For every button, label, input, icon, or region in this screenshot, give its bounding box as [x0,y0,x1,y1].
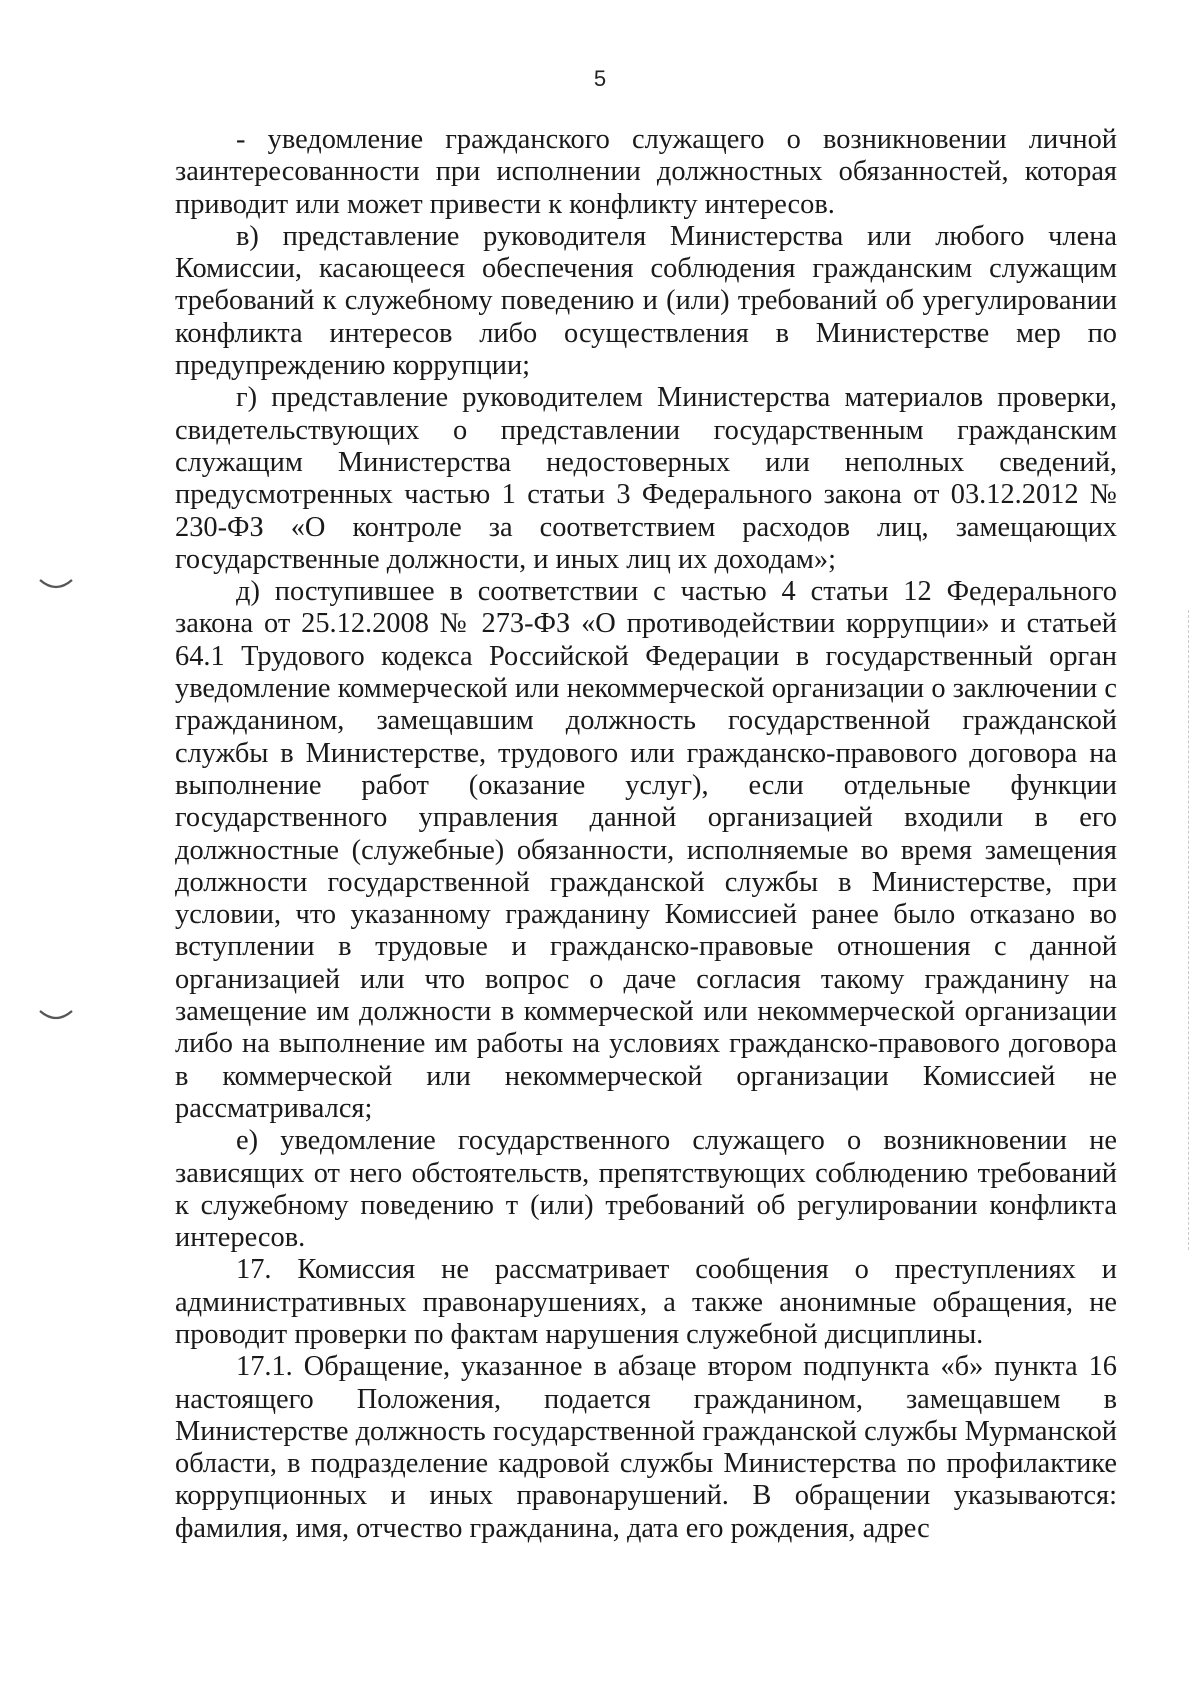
hole-punch-mark-top [38,578,74,590]
paragraph-item-e: е) уведомление государственного служащего о возникновении не зависящих от него обстоятельств, препятствующих соблюдению требований к служебному поведению т (или) требований об регулировании конфликта интересов. [175,1125,1117,1254]
hole-punch-mark-bottom [38,1009,74,1021]
paragraph-17-1: 17.1. Обращение, указанное в абзаце втором подпункта «б» пункта 16 настоящего Положения, подается гражданином, замещавшем в Министерстве должность государственной гражданской службы Мурманской области, в подразделение кадровой службы Министерства по профилактике коррупционных и иных правонарушений. В обращении указываются: фамилия, имя, отчество гражданина, дата его рождения, адрес [175,1351,1117,1544]
scan-edge-line [1188,610,1190,1250]
paragraph-item-d: д) поступившее в соответствии с частью 4 статьи 12 Федерального закона от 25.12.2008 № 273-ФЗ «О противодействии коррупции» и статьей 64.1 Трудового кодекса Российской Федерации в государственный орган уведомление коммерческой или некоммерческой организации о заключении с гражданином, замещавшим должность государственной гражданской службы в Министерстве, трудового или гражданско-правового договора на выполнение работ (оказание услуг), если отдельные функции государственного управления данной организацией входили в его должностные (служебные) обязанности, исполняемые во время замещения должности государственной гражданской службы в Министерстве, при условии, что указанному гражданину Комиссией ранее было отказано во вступлении в трудовые и гражданско-правовые отношения с данной организацией или что вопрос о даче согласия такому гражданину на замещение им должности в коммерческой или некоммерческой организации либо на выполнение им работы на условиях гражданско-правового договора в коммерческой или некоммерческой организации Комиссией не рассматривался; [175,576,1117,1124]
document-body [175,124,1117,1545]
paragraph-notification-interest: - уведомление гражданского служащего о возникновении личной заинтересованности при исполнении должностных обязанностей, которая приводит или может привести к конфликту интересов. [175,124,1117,220]
paragraph-item-v: в) представление руководителя Министерства или любого члена Комиссии, касающееся обеспечения соблюдения гражданским служащим требований к служебному поведению и (или) требований об урегулировании конфликта интересов либо осуществления в Министерстве мер по предупреждению коррупции; [175,220,1117,382]
paragraph-17: 17. Комиссия не рассматривает сообщения о преступлениях и административных правонарушениях, а также анонимные обращения, не проводит проверки по фактам нарушения служебной дисциплины. [175,1254,1117,1350]
page-number: 5 [593,66,607,91]
paragraph-item-g: г) представление руководителем Министерства материалов проверки, свидетельствующих о представлении государственным гражданским служащим Министерства недостоверных или неполных сведений, предусмотренных частью 1 статьи 3 Федерального закона от 03.12.2012 № 230-ФЗ «О контроле за соответствием расходов лиц, замещающих государственные должности, и иных лиц их доходам»; [175,382,1117,575]
